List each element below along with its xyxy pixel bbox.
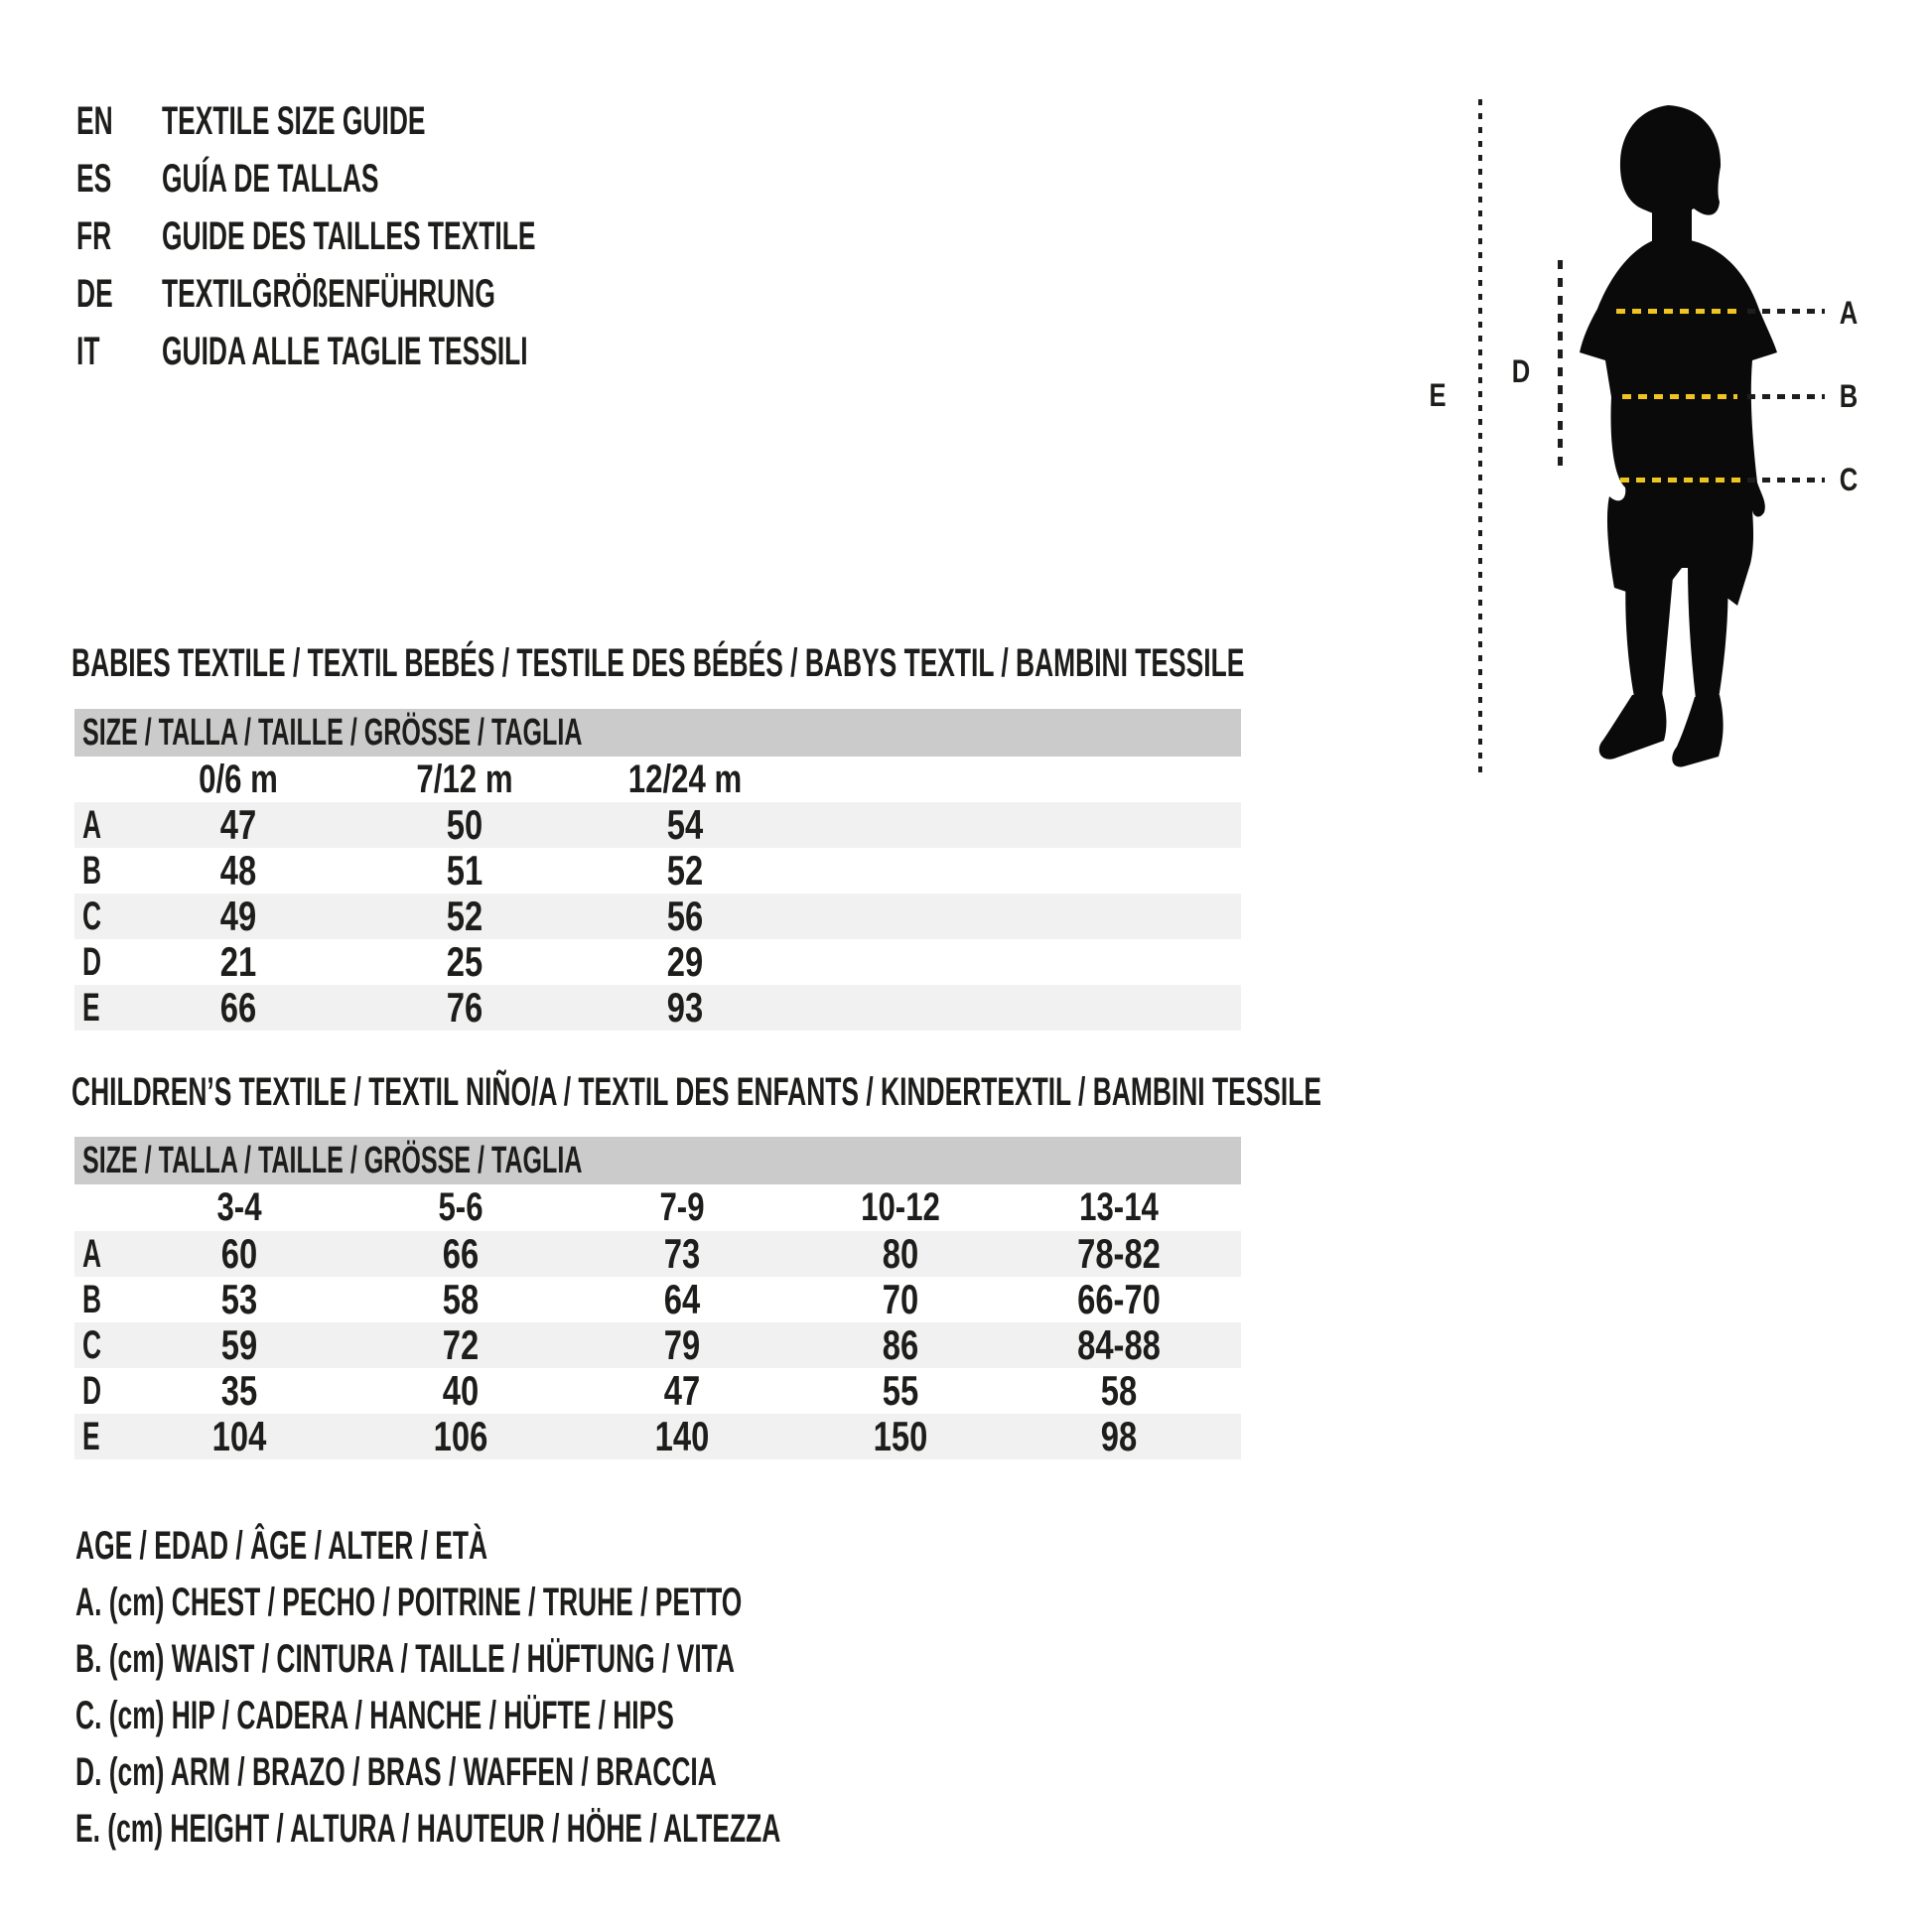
- babies-b-1: 51: [446, 847, 483, 894]
- label-e: E: [1429, 377, 1447, 413]
- children-c-0: 59: [220, 1321, 258, 1368]
- child-silhouette-figure: [1569, 99, 1787, 774]
- table-row: [74, 985, 1241, 1031]
- babies-a-1: 50: [446, 801, 483, 848]
- children-d-2: 47: [663, 1367, 701, 1414]
- children-d-0: 35: [220, 1367, 258, 1414]
- babies-size-header-text: SIZE / TALLA / TAILLE / GRÖSSE / TAGLIA: [82, 712, 583, 754]
- children-col-3: 10-12: [861, 1185, 940, 1229]
- babies-c-2: 56: [666, 893, 704, 939]
- babies-section-heading: BABIES TEXTILE / TEXTIL BEBÉS / TESTILE DES BÉBÉS / BABYS TEXTIL / BAMBINI TESSILE: [71, 641, 1245, 685]
- children-e-0: 104: [211, 1413, 267, 1459]
- hip-c-leader-line: [1747, 478, 1825, 483]
- silhouette-right-shoe: [1672, 695, 1723, 766]
- babies-row-a-label: A: [82, 803, 102, 847]
- children-e-4: 98: [1100, 1413, 1138, 1459]
- children-d-4: 58: [1100, 1367, 1138, 1414]
- children-row-e-label: E: [82, 1415, 100, 1458]
- lang-code-es: ES: [76, 157, 112, 201]
- children-col-0: 3-4: [216, 1185, 262, 1229]
- children-row-a-label: A: [82, 1232, 102, 1276]
- lang-code-fr: FR: [76, 214, 112, 258]
- lang-title-it: GUIDA ALLE TAGLIE TESSILI: [162, 330, 528, 373]
- lang-code-en: EN: [76, 99, 113, 143]
- table-row: [74, 894, 1241, 939]
- table-row: [74, 1368, 1241, 1414]
- legend-age-line: AGE / EDAD / ÂGE / ALTER / ETÀ: [75, 1524, 488, 1568]
- babies-a-0: 47: [219, 801, 257, 848]
- children-c-2: 79: [663, 1321, 701, 1368]
- children-d-3: 55: [882, 1367, 919, 1414]
- children-a-0: 60: [220, 1230, 258, 1277]
- table-row: [74, 1231, 1241, 1277]
- children-c-1: 72: [442, 1321, 480, 1368]
- babies-c-1: 52: [446, 893, 483, 939]
- silhouette-right-leg: [1688, 566, 1728, 699]
- children-a-2: 73: [663, 1230, 701, 1277]
- children-e-2: 140: [654, 1413, 710, 1459]
- children-row-d-label: D: [82, 1369, 102, 1413]
- children-size-header-bar: [74, 1137, 1241, 1184]
- table-row: [74, 1414, 1241, 1459]
- children-row-c-label: C: [82, 1323, 102, 1367]
- children-e-3: 150: [873, 1413, 928, 1459]
- table-row: [74, 802, 1241, 848]
- children-size-header-text: SIZE / TALLA / TAILLE / GRÖSSE / TAGLIA: [82, 1140, 583, 1181]
- children-b-1: 58: [442, 1276, 480, 1322]
- silhouette-body: [1580, 237, 1777, 606]
- babies-d-2: 29: [666, 938, 704, 985]
- children-b-2: 64: [663, 1276, 701, 1322]
- children-b-3: 70: [882, 1276, 919, 1322]
- babies-e-1: 76: [446, 984, 483, 1031]
- babies-b-0: 48: [219, 847, 257, 894]
- children-col-1: 5-6: [438, 1185, 483, 1229]
- silhouette-left-shoe: [1599, 693, 1667, 759]
- children-a-1: 66: [442, 1230, 480, 1277]
- babies-row-d-label: D: [82, 940, 102, 984]
- label-d: D: [1511, 353, 1531, 389]
- babies-col-0: 0/6 m: [199, 758, 278, 801]
- children-c-4: 84-88: [1077, 1321, 1161, 1368]
- table-row: [74, 848, 1241, 894]
- waist-b-yellow-line: [1622, 394, 1737, 399]
- babies-size-header-bar: [74, 709, 1241, 757]
- table-row: [74, 939, 1241, 985]
- waist-b-leader-line: [1747, 394, 1825, 399]
- table-row: [74, 1277, 1241, 1322]
- legend-waist-line: B. (cm) WAIST / CINTURA / TAILLE / HÜFTUNG / VITA: [75, 1637, 735, 1681]
- babies-row-b-label: B: [82, 849, 102, 893]
- babies-col-1: 7/12 m: [416, 758, 513, 801]
- children-column-header-row: [74, 1184, 1241, 1230]
- lang-title-es: GUÍA DE TALLAS: [162, 157, 379, 201]
- babies-col-2: 12/24 m: [627, 758, 743, 801]
- children-d-1: 40: [442, 1367, 480, 1414]
- children-a-4: 78-82: [1077, 1230, 1161, 1277]
- table-row: [74, 1322, 1241, 1368]
- babies-row-c-label: C: [82, 895, 102, 938]
- legend-height-line: E. (cm) HEIGHT / ALTURA / HAUTEUR / HÖHE / ALTEZZA: [75, 1807, 781, 1851]
- legend-hip-line: C. (cm) HIP / CADERA / HANCHE / HÜFTE / HIPS: [75, 1694, 674, 1737]
- lang-title-de: TEXTILGRÖßENFÜHRUNG: [162, 272, 495, 316]
- babies-a-2: 54: [666, 801, 704, 848]
- height-e-dotted-line: [1478, 99, 1482, 774]
- babies-c-0: 49: [219, 893, 257, 939]
- chest-a-yellow-line: [1616, 309, 1739, 314]
- children-e-1: 106: [433, 1413, 488, 1459]
- children-row-b-label: B: [82, 1278, 102, 1321]
- children-c-3: 86: [882, 1321, 919, 1368]
- babies-column-header-row: [74, 757, 1241, 802]
- children-b-4: 66-70: [1077, 1276, 1161, 1322]
- legend-arm-line: D. (cm) ARM / BRAZO / BRAS / WAFFEN / BRACCIA: [75, 1750, 717, 1794]
- arm-d-dashed-line: [1558, 260, 1563, 471]
- label-b: B: [1839, 378, 1859, 414]
- children-a-3: 80: [882, 1230, 919, 1277]
- lang-title-en: TEXTILE SIZE GUIDE: [162, 99, 426, 143]
- label-a: A: [1839, 295, 1859, 331]
- hip-c-yellow-line: [1620, 478, 1743, 483]
- babies-d-0: 21: [219, 938, 257, 985]
- lang-title-fr: GUIDE DES TAILLES TEXTILE: [162, 214, 536, 258]
- legend-chest-line: A. (cm) CHEST / PECHO / POITRINE / TRUHE / PETTO: [75, 1581, 743, 1624]
- lang-code-de: DE: [76, 272, 113, 316]
- babies-b-2: 52: [666, 847, 704, 894]
- label-c: C: [1839, 462, 1859, 497]
- babies-d-1: 25: [446, 938, 483, 985]
- children-col-2: 7-9: [659, 1185, 705, 1229]
- children-b-0: 53: [220, 1276, 258, 1322]
- silhouette-head: [1620, 105, 1721, 215]
- babies-e-2: 93: [666, 984, 704, 1031]
- babies-e-0: 66: [219, 984, 257, 1031]
- silhouette-left-leg: [1625, 566, 1674, 697]
- babies-row-e-label: E: [82, 986, 100, 1030]
- lang-code-it: IT: [76, 330, 100, 373]
- children-section-heading: CHILDREN’S TEXTILE / TEXTIL NIÑO/A / TEXTIL DES ENFANTS / KINDERTEXTIL / BAMBINI TESSILE: [71, 1070, 1321, 1114]
- children-col-4: 13-14: [1079, 1185, 1159, 1229]
- chest-a-leader-line: [1747, 309, 1825, 314]
